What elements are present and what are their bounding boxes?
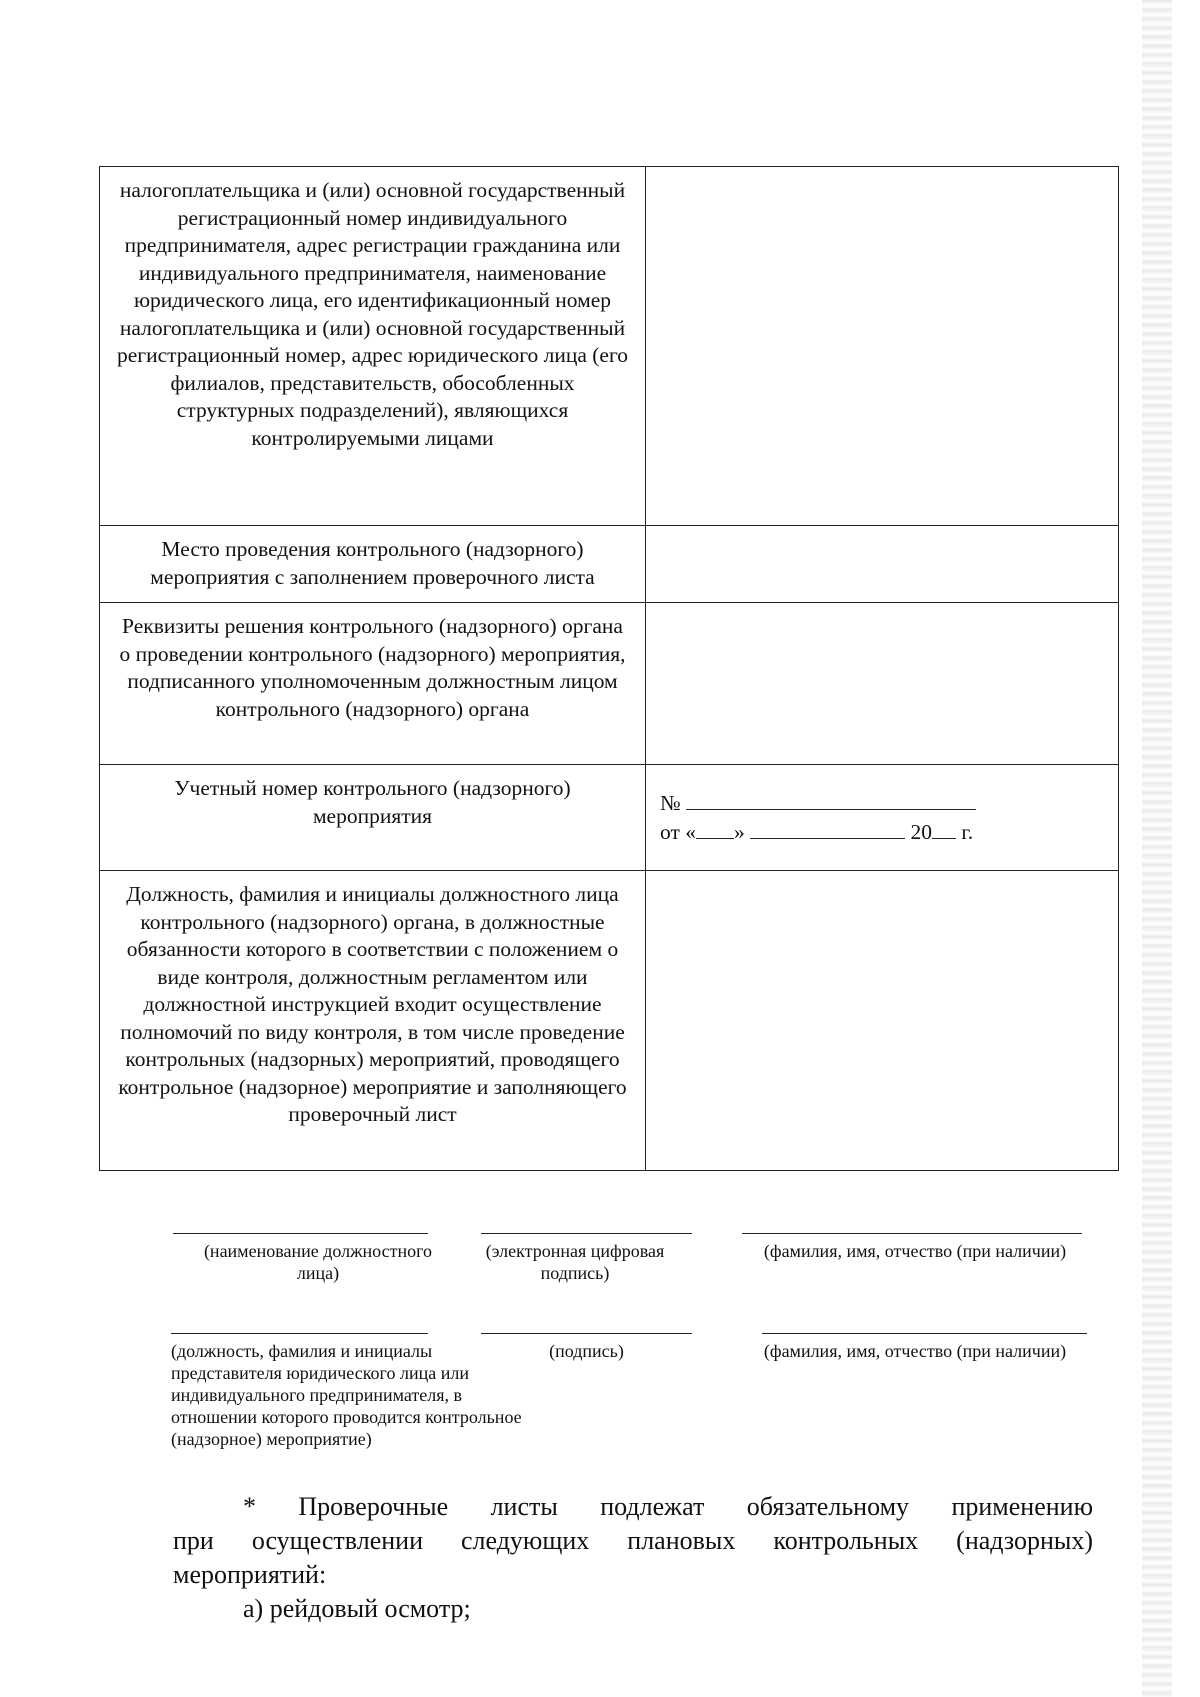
row-label-place: Место проведения контрольного (надзорного) мероприятия с заполнением проверочного листа bbox=[100, 526, 646, 603]
row-value-registration-number bbox=[646, 765, 1119, 871]
footnote-line-1: * Проверочные листы подлежат обязательному применению bbox=[243, 1492, 1093, 1521]
table-row bbox=[100, 603, 1119, 765]
signature-line[interactable] bbox=[481, 1333, 692, 1334]
row-label-decision-details: Реквизиты решения контрольного (надзорного) органа о проведении контрольного (надзорного) мероприятия, подписанного уполномоченным должностным лицом контрольного (надзорного) органа bbox=[100, 603, 646, 765]
row-value-place[interactable] bbox=[646, 526, 1119, 603]
row-value-decision-details[interactable] bbox=[646, 603, 1119, 765]
full-name-caption-2: (фамилия, имя, отчество (при наличии) bbox=[763, 1341, 1067, 1361]
table-row bbox=[100, 526, 1119, 603]
registration-number-line bbox=[656, 765, 1108, 818]
table-row bbox=[100, 167, 1119, 526]
representative-line[interactable] bbox=[171, 1333, 428, 1334]
day-blank[interactable] bbox=[696, 818, 734, 839]
footnote-line-2: при осуществлении следующих плановых контрольных (надзорных) bbox=[173, 1526, 1093, 1555]
signature-caption: (подпись) bbox=[549, 1341, 624, 1361]
footnote-item-a: а) рейдовый осмотр; bbox=[243, 1594, 471, 1623]
full-name-line-2[interactable] bbox=[762, 1333, 1087, 1334]
row-value-official-position[interactable] bbox=[646, 871, 1119, 1171]
date-prefix: от « bbox=[660, 820, 696, 844]
digital-signature-caption: (электронная цифровая подпись) bbox=[485, 1241, 665, 1283]
table-row bbox=[100, 765, 1119, 871]
scan-edge bbox=[1142, 0, 1172, 1697]
date-quote-close: » bbox=[734, 820, 745, 844]
footnote bbox=[173, 1490, 1093, 1626]
number-blank[interactable] bbox=[686, 789, 976, 810]
number-sign: № bbox=[660, 791, 681, 815]
table-row bbox=[100, 871, 1119, 1171]
footnote-line-3: мероприятий: bbox=[173, 1560, 327, 1589]
registration-date-line bbox=[656, 818, 1108, 847]
row-label-taxpayer-info: налогоплательщика и (или) основной государственный регистрационный номер индивидуального предпринимателя, адрес регистрации гражданина или индивидуального предпринимателя, наименование юридического лица, его идентификационный номер налогоплательщика и (или) основной государственный регистрационный номер, адрес юридического лица (его филиалов, представительств, обособленных структурных подразделений), являющихся контролируемыми лицами bbox=[100, 167, 646, 526]
official-name-caption: (наименование должностного лица) bbox=[203, 1241, 433, 1283]
year-blank[interactable] bbox=[932, 818, 956, 839]
row-label-official-position: Должность, фамилия и инициалы должностного лица контрольного (надзорного) органа, в должностные обязанности которого в соответствии с положением о виде контроля, должностным регламентом или должностной инструкцией входит осуществление полномочий по виду контроля, в том числе проведение контрольных (надзорных) мероприятий, проводящего контрольное (надзорное) мероприятие и заполняющего проверочный лист bbox=[100, 871, 646, 1171]
checklist-info-table bbox=[99, 166, 1119, 1171]
row-value-taxpayer-info[interactable] bbox=[646, 167, 1119, 526]
official-name-line[interactable] bbox=[173, 1233, 428, 1234]
year-prefix: 20 bbox=[910, 820, 932, 844]
row-label-registration-number: Учетный номер контрольного (надзорного) мероприятия bbox=[100, 765, 646, 871]
full-name-line-1[interactable] bbox=[742, 1233, 1082, 1234]
digital-signature-line[interactable] bbox=[481, 1233, 692, 1234]
representative-caption: (должность, фамилия и инициалы представителя юридического лица или индивидуального предпринимателя, в отношении которого проводится контрольное (надзорное) мероприятие) bbox=[171, 1341, 522, 1449]
year-suffix: г. bbox=[961, 820, 974, 844]
full-name-caption-1: (фамилия, имя, отчество (при наличии) bbox=[763, 1241, 1067, 1261]
month-blank[interactable] bbox=[750, 818, 905, 839]
